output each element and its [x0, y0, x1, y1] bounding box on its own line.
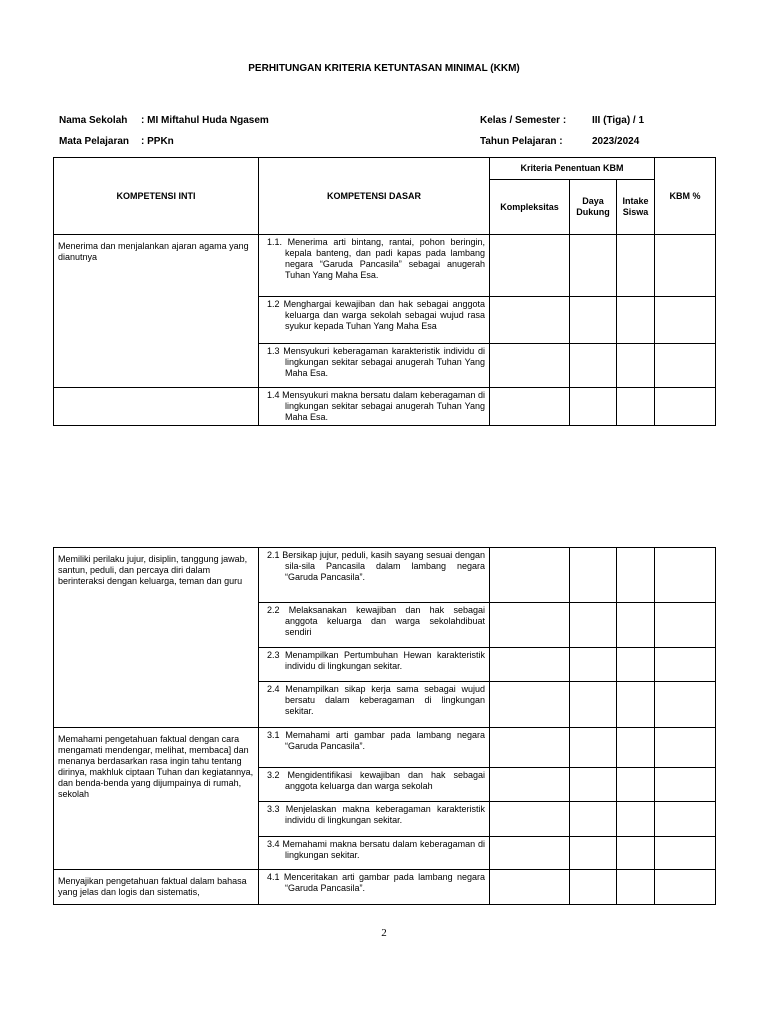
kbm-input-cell[interactable]	[655, 297, 716, 344]
school-name-label: Nama Sekolah	[59, 115, 128, 126]
kompleksitas-input-cell[interactable]	[490, 802, 570, 837]
header-kompleksitas: Kompleksitas	[490, 180, 570, 235]
kd-1-1: 1.1. Menerima arti bintang, rantai, pohon beringin, kepala banteng, dan padi kapas pada lambang negara “Garuda Pancasila” sebagai anugerah Tuhan Yang Maha Esa.	[267, 237, 485, 280]
kbm-input-cell[interactable]	[655, 648, 716, 682]
subject-value: : PPKn	[141, 136, 174, 147]
intake-siswa-input-cell[interactable]	[617, 870, 655, 905]
kd-cell	[259, 728, 490, 768]
header-kompetensi-dasar: KOMPETENSI DASAR	[259, 158, 490, 235]
kompleksitas-input-cell[interactable]	[490, 548, 570, 603]
intake-siswa-input-cell[interactable]	[617, 837, 655, 870]
kd-3-4: 3.4 Memahami makna bersatu dalam keberagaman di lingkungan sekitar.	[267, 839, 485, 860]
header-kompetensi-inti: KOMPETENSI INTI	[54, 158, 259, 235]
page-number: 2	[381, 927, 387, 939]
kd-3-2: 3.2 Mengidentifikasi kewajiban dan hak sebagai anggota keluarga dan warga sekolah	[267, 770, 485, 791]
kkm-table-1	[53, 157, 716, 426]
school-name-value: : MI Miftahul Huda Ngasem	[141, 115, 269, 126]
class-semester-label: Kelas / Semester :	[480, 115, 567, 126]
header-daya-dukung: Daya Dukung	[570, 180, 617, 235]
kd-1-2: 1.2 Menghargai kewajiban dan hak sebagai anggota keluarga dan warga sekolah sebagai wujud rasa syukur kepada Tuhan Yang Maha Esa	[267, 299, 485, 331]
daya-dukung-input-cell[interactable]	[570, 648, 617, 682]
daya-dukung-input-cell[interactable]	[570, 603, 617, 648]
kd-cell	[259, 802, 490, 837]
kd-cell	[259, 768, 490, 802]
kompleksitas-input-cell[interactable]	[490, 344, 570, 388]
academic-year-value: 2023/2024	[592, 136, 640, 147]
academic-year-label: Tahun Pelajaran :	[480, 136, 563, 147]
kd-3-3: 3.3 Menjelaskan makna keberagaman karakteristik individu di lingkungan sekitar.	[267, 804, 485, 825]
kd-cell	[259, 344, 490, 388]
kd-cell	[259, 603, 490, 648]
daya-dukung-input-cell[interactable]	[570, 870, 617, 905]
header-intake-siswa: Intake Siswa	[617, 180, 655, 235]
daya-dukung-input-cell[interactable]	[570, 297, 617, 344]
intake-siswa-input-cell[interactable]	[617, 297, 655, 344]
daya-dukung-input-cell[interactable]	[570, 837, 617, 870]
ki-3-cell: Memahami pengetahuan faktual dengan cara mengamati mendengar, melihat, membaca] dan menanya berdasarkan rasa ingin tahu tentang dirinya, makhluk ciptaan Tuhan dan kegiatannya, dan benda-benda yang dijumpainya di rumah, sekolah	[54, 728, 259, 870]
intake-siswa-input-cell[interactable]	[617, 648, 655, 682]
kbm-input-cell[interactable]	[655, 548, 716, 603]
header-kriteria-penentuan: Kriteria Penentuan KBM	[490, 158, 655, 180]
kd-cell	[259, 297, 490, 344]
kd-2-1: 2.1 Bersikap jujur, peduli, kasih sayang sesuai dengan sila-sila Pancasila dalam lambang negara “Garuda Pancasila”.	[267, 550, 485, 582]
intake-siswa-input-cell[interactable]	[617, 603, 655, 648]
ki-2-cell: Memiliki perilaku jujur, disiplin, tanggung jawab, santun, peduli, dan percaya diri dalam berinteraksi dengan keluarga, teman dan guru	[54, 548, 259, 728]
kd-1-3: 1.3 Mensyukuri keberagaman karakteristik individu di lingkungan sekitar sebagai anugerah Tuhan Yang Maha Esa.	[267, 346, 485, 378]
ki-4-cell: Menyajikan pengetahuan faktual dalam bahasa yang jelas dan logis dan sistematis,	[54, 870, 259, 905]
intake-siswa-input-cell[interactable]	[617, 802, 655, 837]
kd-cell	[259, 837, 490, 870]
document-title: PERHITUNGAN KRITERIA KETUNTASAN MINIMAL (KKM)	[248, 63, 520, 74]
intake-siswa-input-cell[interactable]	[617, 548, 655, 603]
kd-cell	[259, 235, 490, 297]
kbm-input-cell[interactable]	[655, 235, 716, 297]
kompleksitas-input-cell[interactable]	[490, 870, 570, 905]
kd-2-3: 2.3 Menampilkan Pertumbuhan Hewan karakteristik individu di lingkungan sekitar.	[267, 650, 485, 671]
daya-dukung-input-cell[interactable]	[570, 802, 617, 837]
kompleksitas-input-cell[interactable]	[490, 297, 570, 344]
kompleksitas-input-cell[interactable]	[490, 235, 570, 297]
kbm-input-cell[interactable]	[655, 603, 716, 648]
daya-dukung-input-cell[interactable]	[570, 728, 617, 768]
intake-siswa-input-cell[interactable]	[617, 768, 655, 802]
class-semester-value: III (Tiga) / 1	[592, 115, 645, 126]
kompleksitas-input-cell[interactable]	[490, 682, 570, 728]
kkm-table-2	[53, 547, 716, 905]
kd-cell	[259, 648, 490, 682]
daya-dukung-input-cell[interactable]	[570, 548, 617, 603]
subject-label: Mata Pelajaran	[59, 136, 130, 147]
kd-cell	[259, 548, 490, 603]
kbm-input-cell[interactable]	[655, 728, 716, 768]
kd-cell	[259, 870, 490, 905]
intake-siswa-input-cell[interactable]	[617, 344, 655, 388]
kbm-input-cell[interactable]	[655, 682, 716, 728]
header-kbm-percent: KBM %	[655, 158, 716, 235]
intake-siswa-input-cell[interactable]	[617, 728, 655, 768]
kd-3-1: 3.1 Memahami arti gambar pada lambang negara “Garuda Pancasila”.	[267, 730, 485, 751]
kbm-input-cell[interactable]	[655, 388, 716, 426]
intake-siswa-input-cell[interactable]	[617, 235, 655, 297]
daya-dukung-input-cell[interactable]	[570, 235, 617, 297]
kompleksitas-input-cell[interactable]	[490, 603, 570, 648]
daya-dukung-input-cell[interactable]	[570, 344, 617, 388]
kd-2-4: 2.4 Menampilkan sikap kerja sama sebagai wujud bersatu dalam keberagaman di lingkungan sekitar.	[267, 684, 485, 716]
kd-4-1: 4.1 Menceritakan arti gambar pada lambang negara “Garuda Pancasila”.	[267, 872, 485, 893]
kd-1-4: 1.4 Mensyukuri makna bersatu dalam keberagaman di lingkungan sekitar sebagai anugerah Tuhan Yang Maha Esa.	[267, 390, 485, 422]
kbm-input-cell[interactable]	[655, 344, 716, 388]
kompleksitas-input-cell[interactable]	[490, 728, 570, 768]
kd-2-2: 2.2 Melaksanakan kewajiban dan hak sebagai anggota keluarga dan warga sekolahdibuat sendiri	[267, 605, 485, 637]
kompleksitas-input-cell[interactable]	[490, 648, 570, 682]
intake-siswa-input-cell[interactable]	[617, 388, 655, 426]
kompleksitas-input-cell[interactable]	[490, 768, 570, 802]
daya-dukung-input-cell[interactable]	[570, 682, 617, 728]
kbm-input-cell[interactable]	[655, 870, 716, 905]
daya-dukung-input-cell[interactable]	[570, 768, 617, 802]
kbm-input-cell[interactable]	[655, 768, 716, 802]
kompleksitas-input-cell[interactable]	[490, 837, 570, 870]
kompleksitas-input-cell[interactable]	[490, 388, 570, 426]
kbm-input-cell[interactable]	[655, 837, 716, 870]
kbm-input-cell[interactable]	[655, 802, 716, 837]
daya-dukung-input-cell[interactable]	[570, 388, 617, 426]
ki-empty-cell	[54, 388, 259, 426]
ki-1-cell: Menerima dan menjalankan ajaran agama yang dianutnya	[54, 235, 259, 388]
kd-cell	[259, 682, 490, 728]
intake-siswa-input-cell[interactable]	[617, 682, 655, 728]
kd-cell	[259, 388, 490, 426]
